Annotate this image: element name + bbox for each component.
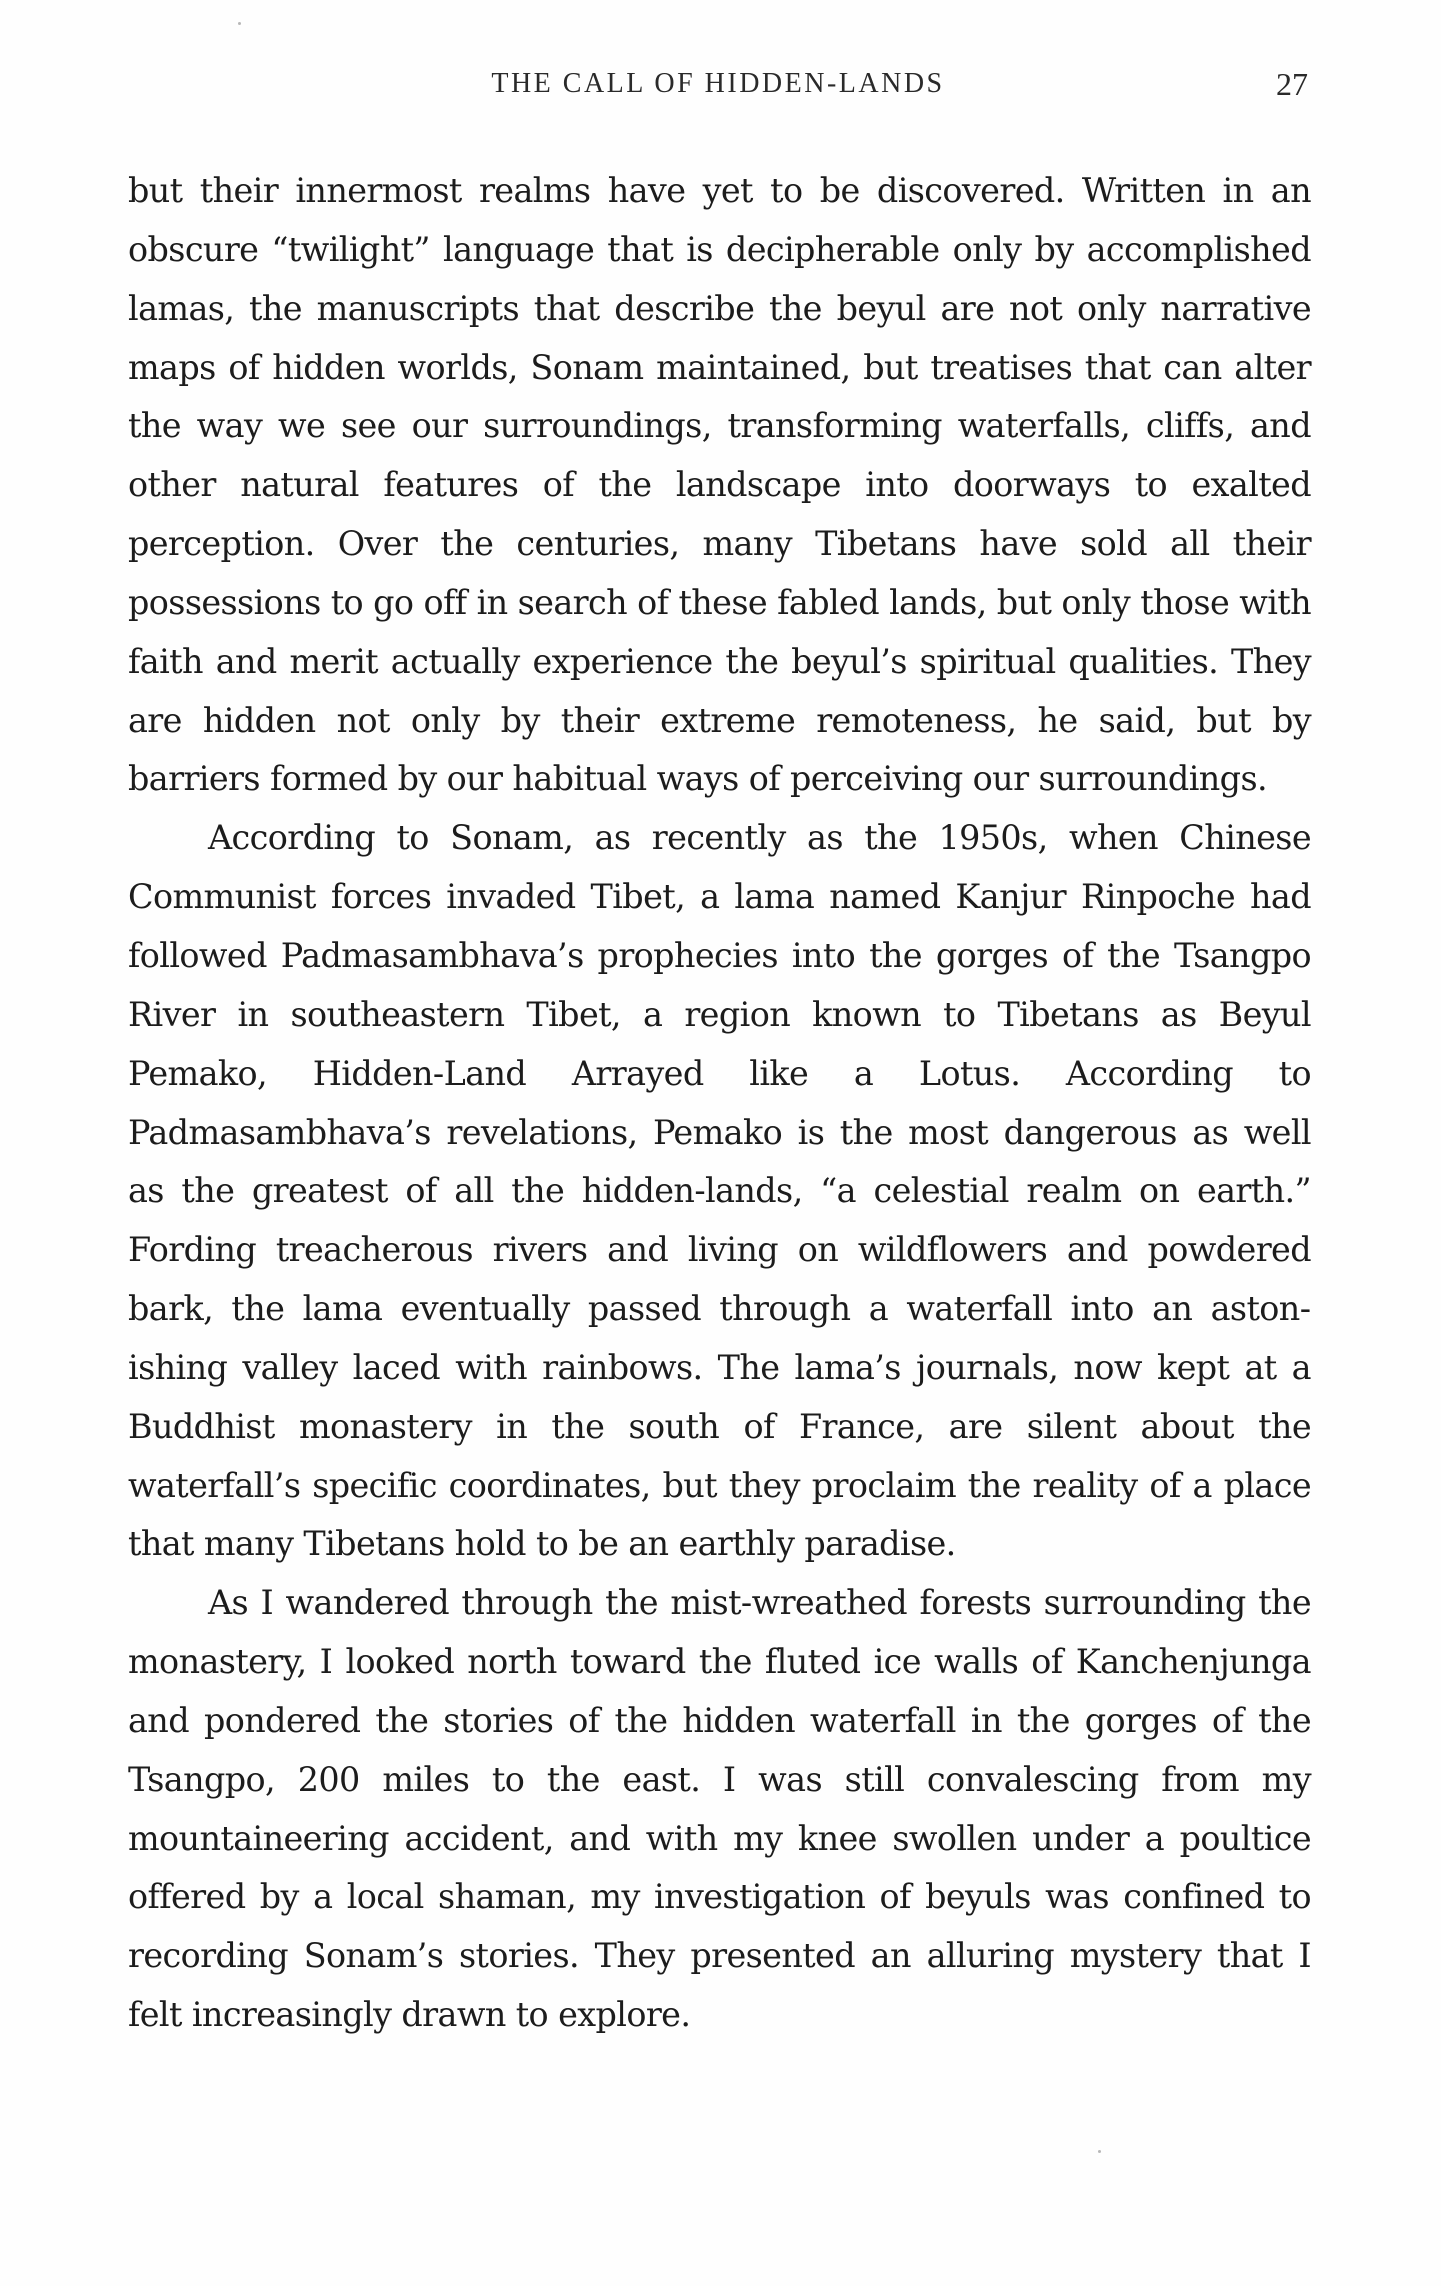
paragraph-kanjur-rinpoche: According to Sonam, as recently as the 1950s, when Chinese Communist forces invaded Tibet, a lama named Kanjur Rinpoche had followed Padmasambhava’s prophecies into the gorges of the Tsangpo River in southeastern Tibet, a region known to Tibetans as Beyul Pemako, Hidden-Land Arrayed like a Lotus. According to Padmasambhava’s revelations, Pemako is the most dangerous as well as the greatest of all the hidden-lands, “a celestial realm on earth.” Fording treacherous rivers and living on wildflowers and powdered bark, the lama eventually passed through a waterfall into an astonishing valley laced with rainbows. The lama’s journals, now kept at a Buddhist monastery in the south of France, are silent about the waterfall’s specific coordinates, but they proclaim the reality of a place that many Tibetans hold to be an earthly paradise. [128, 818, 1311, 1564]
body-text [128, 162, 1311, 2045]
page-number: 27 [1276, 66, 1308, 102]
chapter-title: THE CALL OF HIDDEN-LANDS [491, 68, 945, 99]
scan-speck [1098, 2150, 1101, 2153]
paragraph-monastery-wandering: As I wandered through the mist-wreathed forests surrounding the monastery, I looked north toward the fluted ice walls of Kanchenjunga and pondered the stories of the hidden waterfall in the gorges of the Tsangpo, 200 miles to the east. I was still convalescing from my mountaineering accident, and with my knee swollen under a poultice offered by a local shaman, my investigation of beyuls was confined to recording Sonam’s stories. They presented an alluring mystery that I felt increasingly drawn to explore. [128, 1583, 1311, 2035]
running-head [128, 66, 1308, 106]
paragraph-continued: but their innermost realms have yet to be discovered. Written in an obscure “twilight” language that is decipherable only by accomplished lamas, the manuscripts that describe the beyul are not only narrative maps of hidden worlds, Sonam maintained, but treatises that can alter the way we see our surroundings, transforming waterfalls, cliffs, and other natural features of the landscape into doorways to exalted perception. Over the centuries, many Tibetans have sold all their possessions to go off in search of these fabled lands, but only those with faith and merit actually experience the beyul’s spiritual qualities. They are hidden not only by their extreme remoteness, he said, but by barriers formed by our habitual ways of perceiving our surroundings. [128, 171, 1311, 799]
scan-speck [238, 22, 241, 25]
